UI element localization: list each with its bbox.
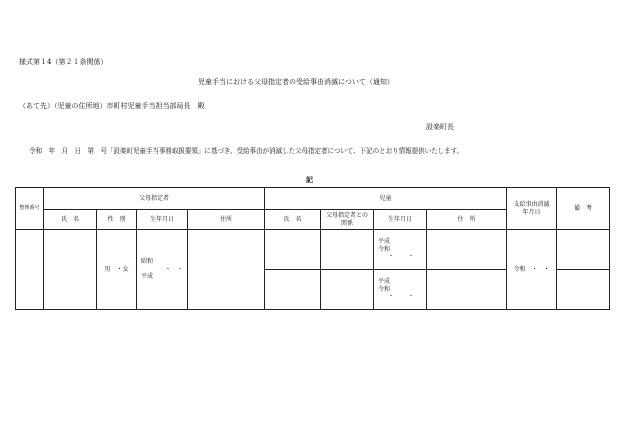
parent-era-heisei: 平成 <box>141 273 154 281</box>
header-child-relation: 父母指定者との関係 <box>321 210 374 230</box>
header-seiri-number: 整理番号 <box>16 188 44 230</box>
child2-birth-dots: ・ ・ <box>388 293 419 301</box>
document-title: 児童手当における父母指定者の受給事由消滅について（通知） <box>198 78 394 86</box>
cell-parent-gender[interactable]: 男 ・女 <box>97 230 137 310</box>
header-child-name: 氏 名 <box>265 210 321 230</box>
child1-era-heisei: 平成 <box>378 238 391 246</box>
cell-parent-name[interactable] <box>44 230 97 310</box>
header-biko: 備 考 <box>557 188 610 230</box>
header-parent-address: 住所 <box>188 210 265 230</box>
header-parent-name: 氏 名 <box>44 210 97 230</box>
form-number: 様式第１4（第２１条関係） <box>19 58 108 66</box>
header-child-address: 住 所 <box>427 210 507 230</box>
parent-birth-dots: ・ ・ <box>165 265 184 273</box>
header-child-birthdate: 生年月日 <box>374 210 427 230</box>
sender-name: 設楽町長 <box>426 123 454 131</box>
parent-era-showa: 昭和 <box>141 258 154 266</box>
cell-child1-address[interactable] <box>427 230 507 270</box>
child2-era-reiwa: 令和 <box>378 285 391 293</box>
cell-child1-name[interactable] <box>265 230 321 270</box>
child2-era-heisei: 平成 <box>378 278 391 286</box>
cell-child2-name[interactable] <box>265 270 321 310</box>
child1-birth-dots: ・ ・ <box>388 253 419 261</box>
cell-shikyu-date[interactable]: 令和 ・ ・ <box>507 230 557 310</box>
ki-heading: 記 <box>306 175 313 184</box>
cell-child2-relation[interactable] <box>321 270 374 310</box>
cell-biko-1[interactable] <box>557 230 610 270</box>
cell-child2-address[interactable] <box>427 270 507 310</box>
notice-body: 令和 年 月 日 第 号「設楽町児童手当事務取扱要領」に基づき、受給事由が消滅した父母指定者について、下記のとおり情報提供いたします。 <box>29 147 464 155</box>
header-shikyu-date: 支給事由消滅年月日 <box>507 188 557 230</box>
cell-biko-2[interactable] <box>557 270 610 310</box>
cell-parent-address[interactable] <box>188 230 265 310</box>
header-child-group: 児童 <box>265 188 507 210</box>
addressee-line: （あて先）（児童の住所地）市町村児童手当担当部局長 殿 <box>19 102 205 110</box>
cell-child2-birthdate[interactable] <box>374 270 427 310</box>
header-parent-gender: 性 別 <box>97 210 137 230</box>
header-parent-birthdate: 生年月日 <box>137 210 188 230</box>
cell-child1-relation[interactable] <box>321 230 374 270</box>
cell-seiri-number[interactable] <box>16 230 44 310</box>
header-parent-group: 父母指定者 <box>44 188 265 210</box>
cell-child1-birthdate[interactable] <box>374 230 427 270</box>
notice-table <box>15 187 610 310</box>
cell-parent-birthdate[interactable] <box>137 230 188 310</box>
child1-era-reiwa: 令和 <box>378 245 391 253</box>
